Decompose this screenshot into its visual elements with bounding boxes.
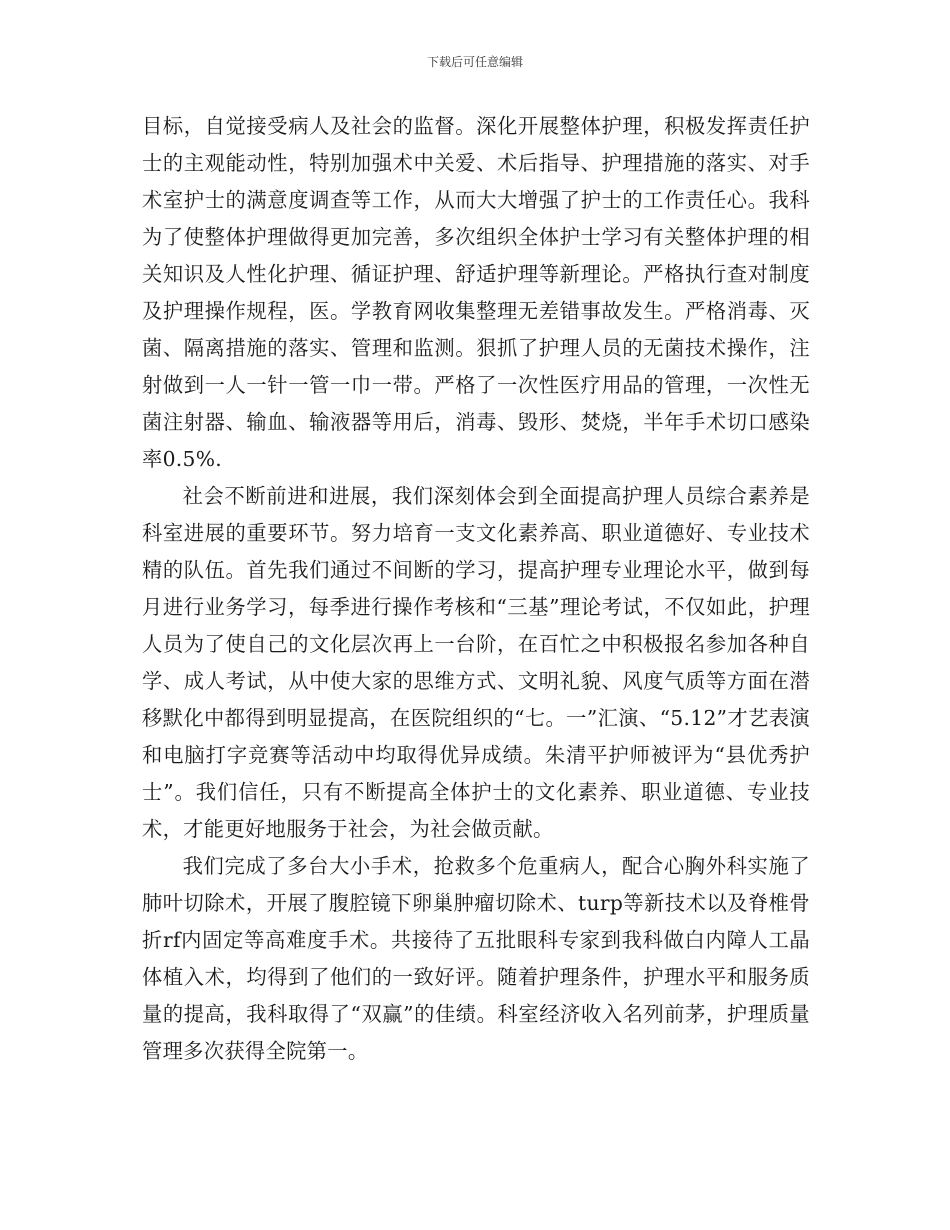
document-body <box>142 108 810 1070</box>
paragraph-supervision: 目标，自觉接受病人及社会的监督。深化开展整体护理，积极发挥责任护士的主观能动性，特别加强术中关爱、术后指导、护理措施的落实、对手术室护士的满意度调查等工作，从而大大增强了护士的工作责任心。我科为了使整体护理做得更加完善，多次组织全体护士学习有关整体护理的相关知识及人性化护理、循证护理、舒适护理等新理论。严格执行查对制度及护理操作规程，医。学教育网收集整理无差错事故发生。严格消毒、灭菌、隔离措施的落实、管理和监测。狠抓了护理人员的无菌技术操作，注射做到一人一针一管一巾一带。严格了一次性医疗用品的管理，一次性无菌注射器、输血、输液器等用后，消毒、毁形、焚烧，半年手术切口感染率0.5%. <box>142 114 810 471</box>
paragraph-surgeries: 我们完成了多台大小手术，抢救多个危重病人，配合心胸外科实施了肺叶切除术，开展了腹腔镜下卵巢肿瘤切除术、turp等新技术以及脊椎骨折rf内固定等高难度手术。共接待了五批眼科专家到我科做白内障人工晶体植入术，均得到了他们的一致好评。随着护理条件，护理水平和服务质量的提高，我科取得了“双赢”的佳绩。科室经济收入名列前茅，护理质量管理多次获得全院第一。 <box>142 854 810 1063</box>
page-header-note: 下载后可任意编辑 <box>426 55 523 69</box>
paragraph-training: 社会不断前进和进展，我们深刻体会到全面提高护理人员综合素养是科室进展的重要环节。努力培育一支文化素养高、职业道德好、专业技术精的队伍。首先我们通过不间断的学习，提高护理专业理论水平，做到每月进行业务学习，每季进行操作考核和“三基”理论考试，不仅如此，护理人员为了使自己的文化层次再上一台阶，在百忙之中积极报名参加各种自学、成人考试，从中使大家的思维方式、文明礼貌、风度气质等方面在潜移默化中都得到明显提高，在医院组织的“七。一”汇演、“5.12”才艺表演和电脑打字竞赛等活动中均取得优异成绩。朱清平护师被评为“县优秀护士”。我们信任，只有不断提高全体护士的文化素养、职业道德、专业技术，才能更好地服务于社会，为社会做贡献。 <box>142 484 810 841</box>
